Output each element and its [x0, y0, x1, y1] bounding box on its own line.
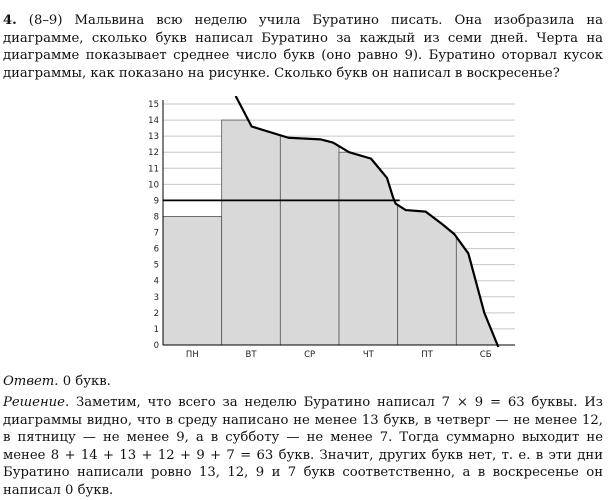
- y-tick-label: 1: [153, 324, 159, 335]
- x-tick-label: ВТ: [245, 350, 257, 360]
- y-tick-label: 13: [148, 132, 159, 143]
- bar-ПТ: [398, 200, 457, 345]
- problem-number: 4.: [3, 13, 17, 28]
- bar-СР: [280, 136, 339, 345]
- y-tick-label: 6: [153, 244, 159, 255]
- solution-label: Решение.: [3, 395, 70, 410]
- answer-value: 0 букв.: [62, 374, 111, 389]
- solution-text: Заметим, что всего за неделю Буратино написал 7 × 9 = 63 буквы. Из диаграммы видно, что в среду написано не менее 13 букв, в четверг — не менее 12, в пятницу — не менее 9, а в субботу — не менее 7. Тогда суммарно выходит не менее 8 + 14 + 13 + 12 + 9 + 7 = 63 букв. Значит, других букв нет, т. е. в эти дни Буратино написали ровно 13, 12, 9 и 7 букв соответственно, а в воскресенье он написал 0 букв.: [3, 395, 603, 498]
- y-tick-label: 14: [148, 116, 159, 127]
- y-tick-label: 9: [153, 196, 159, 207]
- bar-chart: [140, 96, 520, 366]
- solution: [3, 394, 603, 500]
- y-tick-label: 11: [148, 164, 159, 175]
- y-tick-label: 0: [153, 341, 159, 351]
- bar-ВТ: [222, 120, 281, 345]
- x-tick-label: СБ: [479, 350, 492, 360]
- y-tick-label: 2: [153, 308, 159, 319]
- bar-ПН: [163, 216, 222, 345]
- x-tick-label: ПН: [185, 350, 199, 360]
- y-tick-label: 5: [153, 260, 159, 271]
- y-tick-label: 7: [153, 228, 159, 239]
- x-tick-label: СР: [304, 350, 316, 360]
- y-tick-label: 4: [153, 276, 159, 287]
- y-tick-label: 3: [153, 292, 159, 303]
- answer: [3, 373, 603, 391]
- y-tick-label: 12: [148, 148, 159, 159]
- y-tick-label: 10: [148, 180, 159, 191]
- y-tick-label: 15: [148, 100, 159, 110]
- problem-statement: [3, 12, 603, 82]
- x-tick-label: ПТ: [421, 350, 433, 360]
- x-tick-label: ЧТ: [362, 350, 374, 360]
- y-tick-label: 8: [153, 212, 159, 223]
- answer-label: Ответ.: [3, 374, 59, 389]
- problem-text: (8–9) Мальвина всю неделю учила Буратино писать. Она изобразила на диаграмме, сколько букв написал Буратино за каждый из семи дней. Черта на диаграмме показывает среднее число букв (оно равно 9). Буратино оторвал кусок диаграммы, как показано на рисунке. Сколько букв он написал в воскресенье?: [3, 13, 604, 81]
